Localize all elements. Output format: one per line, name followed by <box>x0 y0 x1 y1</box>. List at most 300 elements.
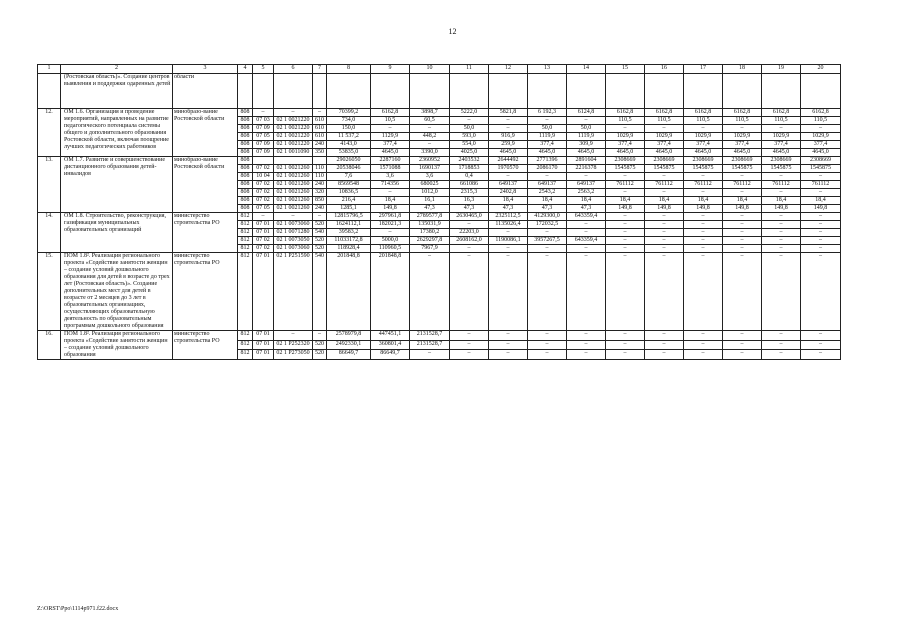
table-cell: – <box>723 213 762 221</box>
table-cell: 12815796,5 <box>327 213 371 221</box>
table-cell <box>371 74 410 109</box>
table-cell: 1029,9 <box>645 133 684 141</box>
table-cell: – <box>801 331 841 341</box>
table-cell: 110 <box>313 165 327 173</box>
table-cell: 1029,9 <box>762 133 801 141</box>
measure-name: ОМ 1.6. Организация и проведение мероприятий, направленных на развитие педагогического потенциала системы общего и дополнительного образования Ростовской области, включая поощрение лучших педагогических работников <box>61 109 173 157</box>
table-cell: 07 01 <box>253 340 274 350</box>
executor: министерство строительства РО <box>173 331 238 360</box>
table-cell: 0,4 <box>450 173 489 181</box>
table-cell: – <box>489 331 528 341</box>
row-number: 15. <box>38 253 61 331</box>
table-cell: 447451,1 <box>371 331 410 341</box>
table-cell: 149,8 <box>371 205 410 213</box>
table-cell: 761112 <box>606 181 645 189</box>
table-cell: 118928,4 <box>327 245 371 253</box>
table-row <box>38 74 841 109</box>
table-cell: – <box>313 213 327 221</box>
table-cell: – <box>684 253 723 331</box>
table-cell: 350 <box>313 149 327 157</box>
table-cell: 07 02 <box>253 181 274 189</box>
table-cell: 110 <box>313 173 327 181</box>
table-cell: – <box>762 189 801 197</box>
table-cell: – <box>410 141 450 149</box>
table-cell <box>450 74 489 109</box>
table-cell: 2315,3 <box>450 189 489 197</box>
table-cell: 4645,0 <box>645 149 684 157</box>
table-cell: 2308669 <box>762 157 801 165</box>
table-cell: 761112 <box>645 181 684 189</box>
table-cell: – <box>606 340 645 350</box>
table-cell: 2216378 <box>567 165 606 173</box>
table-cell: 149,8 <box>762 205 801 213</box>
table-cell: 1690137 <box>410 165 450 173</box>
table-cell: 182021,3 <box>371 221 410 229</box>
table-cell: 18,4 <box>489 197 528 205</box>
table-cell: 6162,8 <box>801 109 841 117</box>
table-cell: – <box>723 125 762 133</box>
table-cell <box>489 74 528 109</box>
table-cell: 1129,9 <box>371 133 410 141</box>
table-cell: 808 <box>238 109 253 117</box>
table-cell: 4645,0 <box>723 149 762 157</box>
table-cell: 18,4 <box>762 197 801 205</box>
column-number: 5 <box>253 65 274 74</box>
table-cell: 2891604 <box>567 157 606 165</box>
table-cell <box>253 74 274 109</box>
table-cell: 07 02 <box>253 237 274 245</box>
column-number: 8 <box>327 65 371 74</box>
table-cell: – <box>762 173 801 181</box>
table-cell: 149,8 <box>606 205 645 213</box>
table-cell: – <box>528 229 567 237</box>
table-cell: – <box>489 253 528 331</box>
table-cell: 2086170 <box>528 165 567 173</box>
table-cell: – <box>606 221 645 229</box>
measure-name: ОМ 1.8. Строительство, реконструкция, газификация муниципальных образовательных организаций <box>61 213 173 253</box>
table-cell: 240 <box>313 141 327 149</box>
table-cell: – <box>645 245 684 253</box>
table-cell: 808 <box>238 133 253 141</box>
table-cell: – <box>567 350 606 360</box>
row-number: 14. <box>38 213 61 253</box>
table-cell: 593,0 <box>450 133 489 141</box>
executor: министерство строительства РО <box>173 253 238 331</box>
table-cell: – <box>528 340 567 350</box>
table-cell: 18,4 <box>606 197 645 205</box>
table-cell: 6162,8 <box>371 109 410 117</box>
table-cell: 02 1 P251590 <box>274 253 313 331</box>
table-cell: 47,3 <box>450 205 489 213</box>
table-cell: – <box>684 245 723 253</box>
table-cell: 07 02 <box>253 245 274 253</box>
table-cell: 360801,4 <box>371 340 410 350</box>
table-cell: 808 <box>238 189 253 197</box>
table-cell: 149,8 <box>723 205 762 213</box>
table-cell: – <box>801 350 841 360</box>
table-cell: 47,3 <box>489 205 528 213</box>
column-number: 14 <box>567 65 606 74</box>
table-cell <box>684 74 723 109</box>
table-cell: 540 <box>313 229 327 237</box>
table-cell: 2287160 <box>371 157 410 165</box>
executor: минобразо-вание Ростовской области <box>173 157 238 213</box>
table-cell: 714356 <box>371 181 410 189</box>
executor: министерство строительства РО <box>173 213 238 253</box>
table-cell: 520 <box>313 340 327 350</box>
table-cell <box>606 74 645 109</box>
column-number: 15 <box>606 65 645 74</box>
table-cell: – <box>762 213 801 221</box>
column-number: 3 <box>173 65 238 74</box>
table-cell: – <box>645 350 684 360</box>
table-cell: 850 <box>313 197 327 205</box>
table-cell: 610 <box>313 133 327 141</box>
table-cell: 18,4 <box>645 197 684 205</box>
table-cell: – <box>528 173 567 181</box>
table-cell: – <box>489 117 528 125</box>
table-cell: 50,0 <box>528 125 567 133</box>
table-cell: 643359,4 <box>567 213 606 221</box>
table-cell: 1545875 <box>684 165 723 173</box>
table-cell: – <box>723 245 762 253</box>
column-number: 9 <box>371 65 410 74</box>
table-cell: 02 1 0071280 <box>274 229 313 237</box>
table-cell: 02 1 0073060 <box>274 245 313 253</box>
table-cell: – <box>645 213 684 221</box>
table-cell: – <box>606 253 645 331</box>
table-cell: 149,8 <box>801 205 841 213</box>
table-cell: 18,4 <box>723 197 762 205</box>
table-cell: – <box>684 173 723 181</box>
table-cell: 10836,5 <box>327 189 371 197</box>
column-number: 10 <box>410 65 450 74</box>
table-cell: – <box>723 253 762 331</box>
table-cell: 680025 <box>410 181 450 189</box>
table-cell: – <box>606 245 645 253</box>
table-cell: 377,4 <box>762 141 801 149</box>
table-cell: – <box>684 350 723 360</box>
table-cell: 2771396 <box>528 157 567 165</box>
table-cell: 1190086,1 <box>489 237 528 245</box>
table-cell: – <box>528 245 567 253</box>
table-cell: 2543,2 <box>528 189 567 197</box>
table-cell: – <box>253 213 274 221</box>
table-cell: 02 1 0073050 <box>274 237 313 245</box>
table-cell: 4645,0 <box>684 149 723 157</box>
table-cell: 1012,0 <box>410 189 450 197</box>
header-row <box>38 65 841 74</box>
table-cell: 172032,5 <box>528 221 567 229</box>
table-cell <box>274 74 313 109</box>
table-cell: 02 1 P273050 <box>274 350 313 360</box>
table-cell: 377,4 <box>684 141 723 149</box>
table-cell: – <box>253 109 274 117</box>
table-cell <box>801 74 841 109</box>
table-cell: 2360952 <box>410 157 450 165</box>
table-cell: – <box>410 125 450 133</box>
table-cell: – <box>567 253 606 331</box>
table-cell: – <box>762 221 801 229</box>
column-number: 19 <box>762 65 801 74</box>
table-cell: 8569548 <box>327 181 371 189</box>
table-cell: 2308669 <box>684 157 723 165</box>
measure-name: ПОМ 1.8². Реализация регионального проекта «Содействие занятости женщин – создание условий дошкольного образования для детей в возрасте до трех лет (Ростовская область)». Создание дополнительных мест для детей в возрасте от 2 месяцев до 3 лет в образовательных организациях, осуществляющих образовательную деятельность по образовательным программам дошкольного образования <box>61 253 173 331</box>
table-cell: – <box>528 253 567 331</box>
table-cell: 520 <box>313 221 327 229</box>
table-cell: 2308669 <box>606 157 645 165</box>
table-cell: 135031,9 <box>410 221 450 229</box>
table-cell: 18,4 <box>684 197 723 205</box>
table-cell: 4645,0 <box>801 149 841 157</box>
table-cell: – <box>723 173 762 181</box>
table-cell: – <box>489 350 528 360</box>
table-cell: 2402,8 <box>489 189 528 197</box>
table-cell: 808 <box>238 141 253 149</box>
table-cell: 6124,8 <box>567 109 606 117</box>
table-cell: – <box>801 189 841 197</box>
table-cell: – <box>762 125 801 133</box>
table-cell: 02 1 0021260 <box>274 173 313 181</box>
column-number: 4 <box>238 65 253 74</box>
table-cell: – <box>450 340 489 350</box>
table-cell: 16,3 <box>450 197 489 205</box>
table-cell: 812 <box>238 253 253 331</box>
table-cell: 377,4 <box>606 141 645 149</box>
table-cell: 240 <box>313 205 327 213</box>
table-cell: 07 05 <box>253 205 274 213</box>
table-cell: 812 <box>238 229 253 237</box>
table-cell: – <box>371 189 410 197</box>
table-cell: 649137 <box>528 181 567 189</box>
table-cell: 812 <box>238 213 253 221</box>
table-cell: – <box>684 125 723 133</box>
table-cell: 761112 <box>684 181 723 189</box>
executor: области <box>173 74 238 109</box>
table-cell: 4645,0 <box>567 149 606 157</box>
table-cell: 07 01 <box>253 331 274 341</box>
table-cell: 320 <box>313 189 327 197</box>
table-cell: 761112 <box>762 181 801 189</box>
table-cell <box>528 74 567 109</box>
table-cell: 07 02 <box>253 197 274 205</box>
table-cell: – <box>762 340 801 350</box>
table-row <box>38 253 841 331</box>
table-cell: 11033172,8 <box>327 237 371 245</box>
table-cell: – <box>528 350 567 360</box>
table-cell: 808 <box>238 157 253 165</box>
table-cell: – <box>801 237 841 245</box>
measure-name: ОМ 1.7. Развитие и совершенствование дистанционного образования детей-инвалидов <box>61 157 173 213</box>
table-cell <box>313 157 327 165</box>
table-cell: – <box>606 125 645 133</box>
table-cell: – <box>410 350 450 360</box>
table-cell: 07 09 <box>253 149 274 157</box>
table-cell <box>723 74 762 109</box>
column-number: 7 <box>313 65 327 74</box>
column-number: 20 <box>801 65 841 74</box>
table-cell: 812 <box>238 350 253 360</box>
table-cell: – <box>606 213 645 221</box>
table-cell: 02 1 0021260 <box>274 165 313 173</box>
table-cell: 540 <box>313 253 327 331</box>
table-cell: 02 1 0021260 <box>274 189 313 197</box>
table-cell: 3,6 <box>371 173 410 181</box>
table-cell: – <box>450 350 489 360</box>
table-cell: 377,4 <box>645 141 684 149</box>
table-cell: – <box>723 189 762 197</box>
table-cell: 2308669 <box>723 157 762 165</box>
table-cell: 808 <box>238 205 253 213</box>
table-cell: 2403532 <box>450 157 489 165</box>
table-cell: 448,2 <box>410 133 450 141</box>
table-cell: 1285,1 <box>327 205 371 213</box>
table-cell: 377,4 <box>371 141 410 149</box>
table-cell: – <box>645 125 684 133</box>
table-cell: 18,4 <box>371 197 410 205</box>
table-cell: – <box>528 117 567 125</box>
table-cell: 10,5 <box>371 117 410 125</box>
table-cell: 377,4 <box>801 141 841 149</box>
table-cell <box>313 74 327 109</box>
table-cell: 47,3 <box>410 205 450 213</box>
table-cell: – <box>645 173 684 181</box>
table-cell: 110,5 <box>762 117 801 125</box>
table-cell: 07 03 <box>253 117 274 125</box>
table-cell: 3898,7 <box>410 109 450 117</box>
table-cell: 6162,8 <box>723 109 762 117</box>
table-cell: – <box>450 117 489 125</box>
table-cell: 110,5 <box>645 117 684 125</box>
table-cell: 18,4 <box>528 197 567 205</box>
table-row <box>38 331 841 341</box>
table-cell: 39583,2 <box>327 229 371 237</box>
table-cell: 11 537,2 <box>327 133 371 141</box>
table-cell: 2563,2 <box>567 189 606 197</box>
table-cell: 1718853 <box>450 165 489 173</box>
column-number: 2 <box>61 65 173 74</box>
table-cell: 3390,0 <box>410 149 450 157</box>
table-cell: – <box>371 125 410 133</box>
table-cell: 1119,9 <box>528 133 567 141</box>
table-cell: – <box>723 221 762 229</box>
table-cell: 1029,9 <box>723 133 762 141</box>
table-cell: 610 <box>313 125 327 133</box>
table-cell: 16,1 <box>410 197 450 205</box>
file-path-footer: Z:\ORST\Ppo\1114p971.f22.docx <box>37 606 119 612</box>
table-cell: 649137 <box>567 181 606 189</box>
table-cell: 808 <box>238 181 253 189</box>
table-cell: 07 01 <box>253 221 274 229</box>
table-cell: 4645,0 <box>371 149 410 157</box>
table-cell: – <box>645 237 684 245</box>
table-cell: – <box>410 253 450 331</box>
table-cell: 47,3 <box>567 205 606 213</box>
table-cell: 812 <box>238 237 253 245</box>
column-number: 13 <box>528 65 567 74</box>
table-cell: – <box>567 245 606 253</box>
column-number: 18 <box>723 65 762 74</box>
table-cell: 02 1 0021260 <box>274 181 313 189</box>
column-number: 1 <box>38 65 61 74</box>
table-cell <box>410 74 450 109</box>
table-cell: – <box>801 340 841 350</box>
table-cell: 10 04 <box>253 173 274 181</box>
table-cell: 20538046 <box>327 165 371 173</box>
column-number: 6 <box>274 65 313 74</box>
table-cell: 02 1 0073060 <box>274 221 313 229</box>
table-cell: 4645,0 <box>528 149 567 157</box>
table-cell: 53835,0 <box>327 149 371 157</box>
table-cell: – <box>645 340 684 350</box>
table-cell: – <box>450 245 489 253</box>
table-cell: 812 <box>238 331 253 341</box>
table-cell: – <box>645 189 684 197</box>
row-number: 13. <box>38 157 61 213</box>
table-cell: – <box>723 350 762 360</box>
row-number: 12. <box>38 109 61 157</box>
table-cell: – <box>274 213 313 221</box>
table-cell: – <box>489 173 528 181</box>
table-cell: 309,9 <box>567 141 606 149</box>
table-cell: – <box>313 109 327 117</box>
table-cell: 149,8 <box>645 205 684 213</box>
table-cell: 812 <box>238 340 253 350</box>
table-cell: – <box>450 253 489 331</box>
table-cell <box>567 74 606 109</box>
table-cell: 4645,0 <box>489 149 528 157</box>
table-cell: 216,4 <box>327 197 371 205</box>
table-cell: – <box>567 340 606 350</box>
table-cell: 808 <box>238 165 253 173</box>
table-cell: 18,4 <box>567 197 606 205</box>
column-number: 11 <box>450 65 489 74</box>
table-cell: 50,0 <box>450 125 489 133</box>
table-cell: 07 01 <box>253 253 274 331</box>
table-cell: 60,5 <box>410 117 450 125</box>
table-cell: 2629297,8 <box>410 237 450 245</box>
table-cell: 50,0 <box>567 125 606 133</box>
table-cell: – <box>723 229 762 237</box>
table-cell: – <box>645 253 684 331</box>
table-cell: 3957267,5 <box>528 237 567 245</box>
table-cell: 70399,2 <box>327 109 371 117</box>
table-cell <box>762 74 801 109</box>
table-cell: – <box>567 117 606 125</box>
measure-name: (Ростовская область)». Создание центров выявления и поддержки одаренных детей <box>61 74 173 109</box>
table-cell: – <box>274 331 313 341</box>
table-cell: – <box>723 340 762 350</box>
table-cell: – <box>801 125 841 133</box>
table-cell: – <box>567 229 606 237</box>
table-cell: – <box>801 221 841 229</box>
table-cell: 18,4 <box>801 197 841 205</box>
table-cell: 110,5 <box>723 117 762 125</box>
table-cell: 643359,4 <box>567 237 606 245</box>
table-cell: 2131528,7 <box>410 340 450 350</box>
table-cell: 6162,8 <box>762 109 801 117</box>
table-cell: – <box>606 237 645 245</box>
table-cell: – <box>567 331 606 341</box>
table-cell <box>274 157 313 165</box>
column-number: 16 <box>645 65 684 74</box>
table-cell: – <box>801 213 841 221</box>
executor: минобразо-вание Ростовской области <box>173 109 238 157</box>
table-cell: 02 1 0021220 <box>274 117 313 125</box>
table-cell: 1029,9 <box>801 133 841 141</box>
page-number: 12 <box>448 27 457 36</box>
table-cell: – <box>450 331 489 341</box>
